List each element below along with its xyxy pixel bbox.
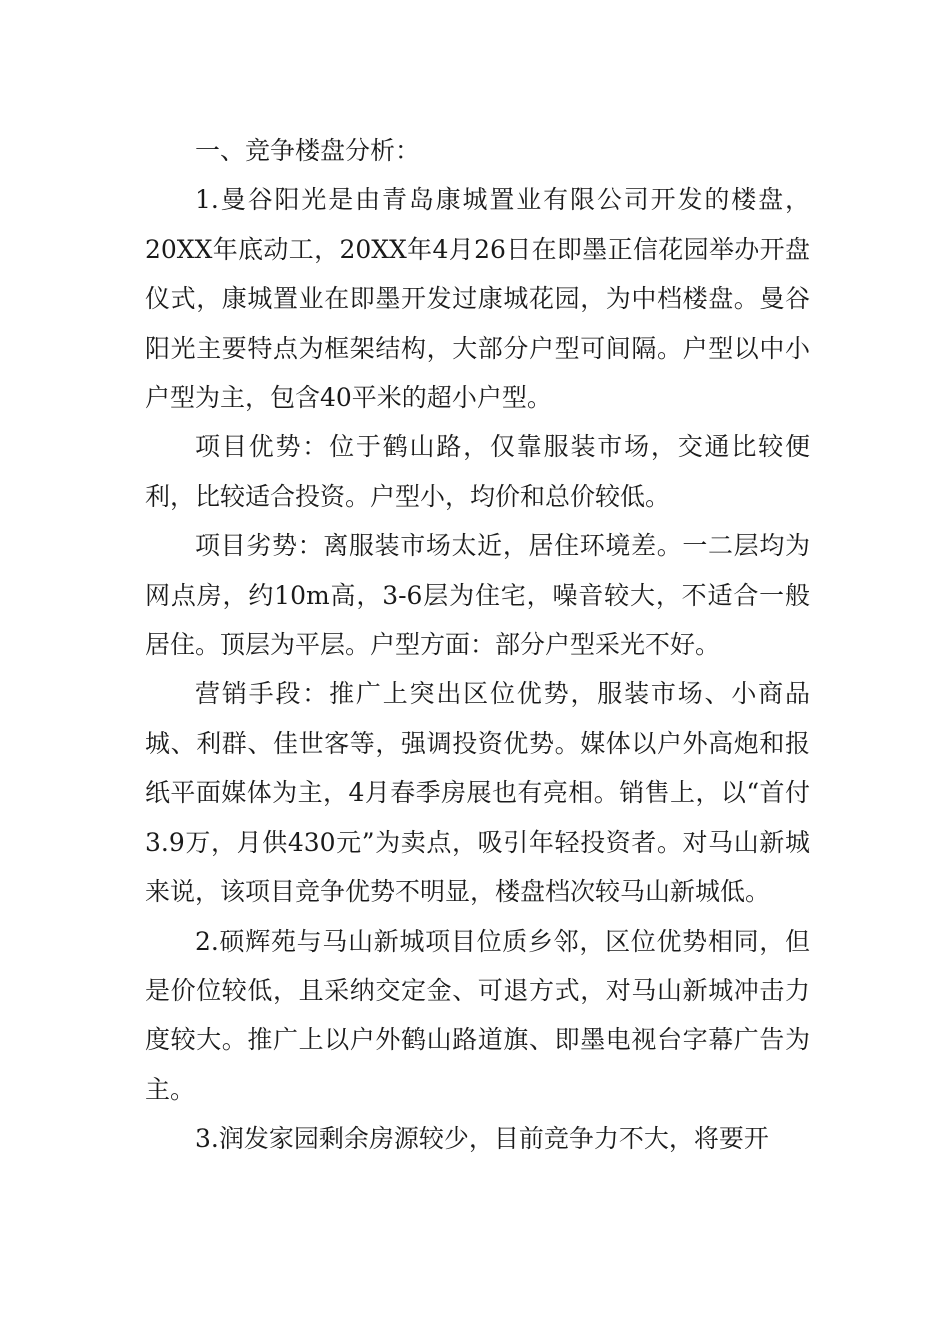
paragraph-project-disadvantages: 项目劣势：离服装市场太近，居住环境差。一二层均为网点房，约10m高，3-6层为住宅，噪音较大，不适合一般居住。顶层为平层。户型方面：部分户型采光不好。 [145, 531, 810, 660]
document-body [145, 126, 810, 1164]
paragraph-runfa-home: 3.润发家园剩余房源较少，目前竞争力不大，将要开 [195, 1124, 769, 1154]
paragraph-mangu-sunshine: 1.曼谷阳光是由青岛康城置业有限公司开发的楼盘，20XX年底动工，20XX年4月26日在即墨正信花园举办开盘仪式，康城置业在即墨开发过康城花园，为中档楼盘。曼谷阳光主要特点为框架结构，大部分户型可间隔。户型以中小户型为主，包含40平米的超小户型。 [145, 185, 810, 413]
paragraph-marketing-means: 营销手段：推广上突出区位优势，服装市场、小商品城、利群、佳世客等，强调投资优势。媒体以户外高炮和报纸平面媒体为主，4月春季房展也有亮相。销售上，以“首付3.9万，月供430元”为卖点，吸引年轻投资者。对马山新城来说，该项目竞争优势不明显，楼盘档次较马山新城低。 [145, 679, 810, 907]
paragraph-shuohui-garden: 2.硕辉苑与马山新城项目位质乡邻，区位优势相同，但是价位较低，且采纳交定金、可退方式，对马山新城冲击力度较大。推广上以户外鹤山路道旗、即墨电视台字幕广告为主。 [145, 926, 810, 1104]
section-heading: 一、竞争楼盘分析： [195, 136, 421, 165]
paragraph-project-advantages: 项目优势：位于鹤山路，仅靠服装市场，交通比较便利，比较适合投资。户型小，均价和总价较低。 [145, 432, 810, 511]
